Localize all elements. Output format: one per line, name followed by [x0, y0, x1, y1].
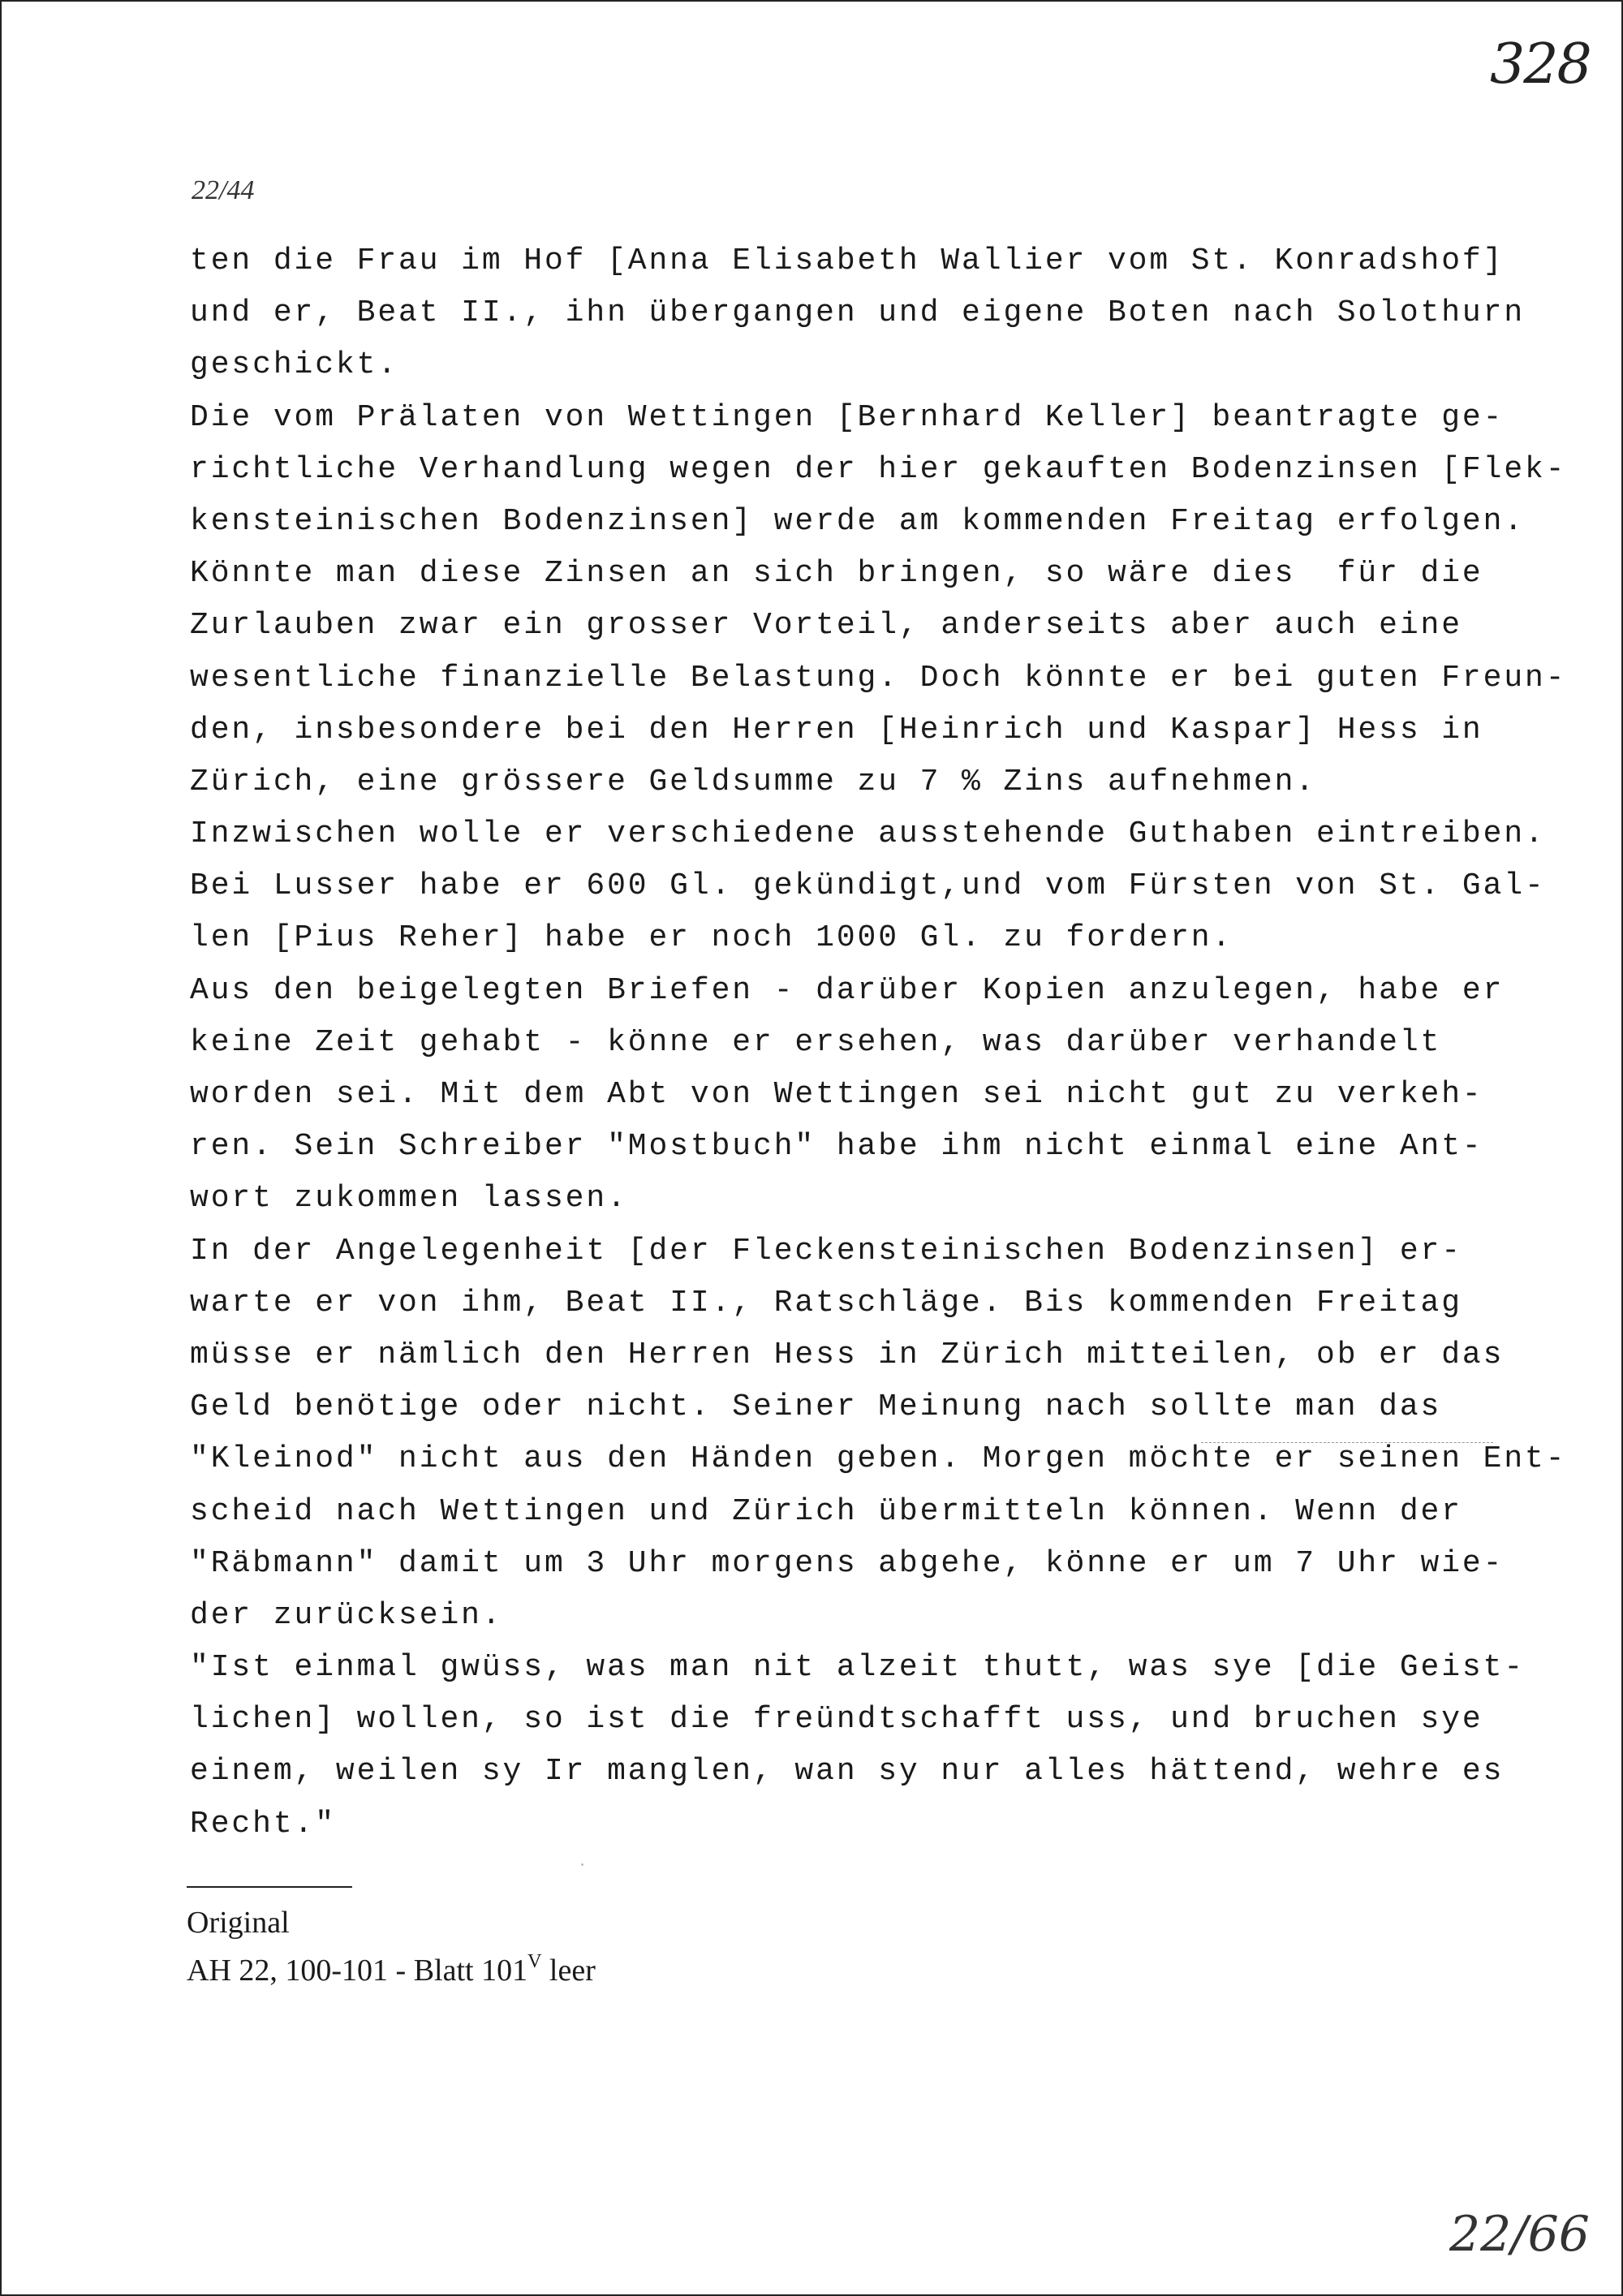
- text-line: Aus den beigelegten Briefen - darüber Kopien anzulegen, habe er: [190, 972, 1505, 1008]
- text-line: worden sei. Mit dem Abt von Wettingen sei nicht gut zu verkeh-: [190, 1077, 1483, 1112]
- document-reference: 22/44: [192, 175, 255, 205]
- text-line: geschickt.: [190, 347, 399, 383]
- text-line: einem, weilen sy Ir manglen, wan sy nur alles hättend, wehre es: [190, 1754, 1505, 1790]
- text-line: ten die Frau im Hof [Anna Elisabeth Wallier vom St. Konradshof]: [190, 243, 1505, 278]
- text-line: Zürich, eine grössere Geldsumme zu 7 % Zins aufnehmen.: [190, 764, 1316, 799]
- text-line: warte er von ihm, Beat II., Ratschläge. Bis kommenden Freitag: [190, 1285, 1462, 1320]
- text-line: wort zukommen lassen.: [190, 1181, 628, 1217]
- text-line: "Kleinod" nicht aus den Händen geben. Morgen möchte er seinen Ent-: [190, 1441, 1567, 1477]
- source-citation-text: AH 22, 100-101 - Blatt 101: [187, 1954, 528, 1988]
- folio-number: 328: [1490, 32, 1591, 97]
- body-text: [190, 235, 1567, 1850]
- text-line: Inzwischen wolle er verschiedene ausstehende Guthaben eintreiben.: [190, 816, 1546, 852]
- text-line: wesentliche finanzielle Belastung. Doch könnte er bei guten Freun-: [190, 660, 1567, 696]
- text-line: Recht.": [190, 1806, 336, 1842]
- archive-number: 22/66: [1449, 2206, 1590, 2263]
- paper-speck: [581, 1863, 583, 1866]
- source-citation-superscript: V: [527, 1951, 542, 1972]
- text-line: lichen] wollen, so ist die freündtschafft uss, und bruchen sye: [190, 1702, 1483, 1738]
- text-line: müsse er nämlich den Herren Hess in Zürich mitteilen, ob er das: [190, 1337, 1505, 1372]
- text-line: scheid nach Wettingen und Zürich übermitteln können. Wenn der: [190, 1493, 1462, 1529]
- text-line: In der Angelegenheit [der Fleckensteinischen Bodenzinsen] er-: [190, 1233, 1462, 1269]
- text-line: richtliche Verhandlung wegen der hier gekauften Bodenzinsen [Flek-: [190, 451, 1567, 487]
- text-line: Die vom Prälaten von Wettingen [Bernhard Keller] beantragte ge-: [190, 399, 1505, 435]
- text-line: keine Zeit gehabt - könne er ersehen, was darüber verhandelt: [190, 1024, 1442, 1060]
- pencil-mark: [1201, 1442, 1493, 1443]
- text-line: "Ist einmal gwüss, was man nit alzeit thutt, was sye [die Geist-: [190, 1650, 1526, 1686]
- text-line: Könnte man diese Zinsen an sich bringen, so wäre dies für die: [190, 556, 1483, 592]
- footnote-rule: [187, 1886, 352, 1888]
- source-label: Original: [187, 1906, 290, 1940]
- source-block: [187, 1903, 596, 1990]
- text-line: len [Pius Reher] habe er noch 1000 Gl. zu fordern.: [190, 920, 1233, 956]
- text-line: den, insbesondere bei den Herren [Heinrich und Kaspar] Hess in: [190, 712, 1483, 747]
- text-line: "Räbmann" damit um 3 Uhr morgens abgehe, könne er um 7 Uhr wie-: [190, 1545, 1505, 1581]
- text-line: der zurücksein.: [190, 1597, 503, 1633]
- text-line: Bei Lusser habe er 600 Gl. gekündigt,und vom Fürsten von St. Gal-: [190, 868, 1546, 904]
- source-citation-suffix: leer: [541, 1954, 596, 1988]
- text-line: Geld benötige oder nicht. Seiner Meinung nach sollte man das: [190, 1389, 1442, 1425]
- text-line: ren. Sein Schreiber "Mostbuch" habe ihm nicht einmal eine Ant-: [190, 1129, 1483, 1165]
- text-line: Zurlauben zwar ein grosser Vorteil, anderseits aber auch eine: [190, 608, 1462, 644]
- text-line: kensteinischen Bodenzinsen] werde am kommenden Freitag erfolgen.: [190, 503, 1526, 539]
- text-line: und er, Beat II., ihn übergangen und eigene Boten nach Solothurn: [190, 295, 1526, 331]
- source-citation: [187, 1942, 596, 1990]
